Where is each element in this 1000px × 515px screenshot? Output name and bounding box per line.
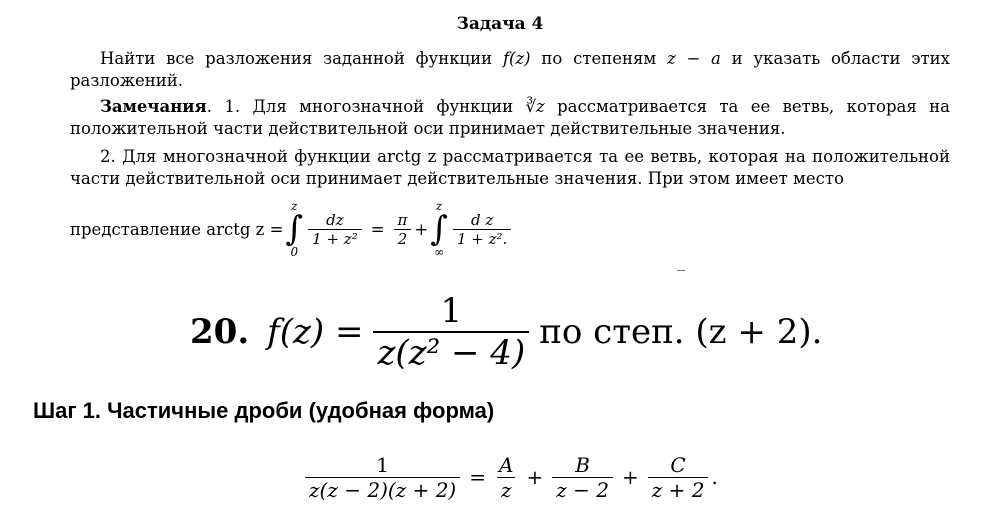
integrand-num: d z [470, 210, 494, 229]
equals-sign: = [370, 219, 385, 239]
period: . [711, 465, 718, 489]
pf-c-den: z + 2 [648, 477, 709, 502]
problem-num: 1 [440, 291, 463, 331]
pf-b-den: z − 2 [552, 477, 613, 502]
pf-lhs-den: z(z − 2)(z + 2) [305, 477, 460, 502]
pf-term-b [552, 453, 613, 502]
remark-text: рассматривается та ее ветвь, которая на положительной части действительной оси принимает действительные значения. При этом имеет место [70, 147, 950, 188]
pf-c-num: C [670, 452, 686, 477]
pf-lhs [305, 453, 460, 502]
repr-lhs: arctg z = [206, 219, 284, 239]
problem-number: 20. [190, 312, 250, 352]
remark-1 [70, 96, 950, 140]
function-name: f(z) [502, 49, 531, 68]
cube-root-func: ∛z [525, 97, 545, 116]
integral-upper-limit: z [435, 199, 443, 213]
integral-1 [285, 200, 303, 258]
task-statement [70, 48, 950, 92]
integral-lower-limit: 0 [290, 245, 299, 259]
task-title: Задача 4 [456, 14, 544, 34]
integral-2 [430, 200, 448, 258]
step-1-heading: Шаг 1. Частичные дроби (удобная форма) [33, 398, 495, 423]
stray-mark [677, 270, 685, 271]
plus-sign: + [621, 465, 639, 489]
integrand-den: 1 + z². [453, 229, 511, 248]
remark-text: рассматривается та ее ветвь, которая на положительной части действительной оси принимает действительные значения. [70, 97, 951, 138]
problem-den: z(z² − 4) [373, 331, 529, 373]
integral-upper-limit: z [291, 199, 298, 213]
remark-text: . 1. Для многозначной функции [206, 97, 514, 116]
statement-text: и указать области этих разложений. [70, 49, 950, 90]
pf-a-num: A [498, 452, 514, 477]
pf-term-c [648, 453, 709, 502]
pf-lhs-num: 1 [376, 452, 389, 477]
integrand-den: 1 + z² [308, 229, 362, 248]
remarks-label: Замечания [100, 97, 207, 116]
problem-lhs: f(z) = [267, 312, 364, 352]
pi-num: π [397, 210, 408, 229]
integrand-2 [453, 211, 511, 248]
arctg-func: arctg z [377, 147, 437, 166]
arctg-representation [70, 196, 514, 262]
problem-tail: по степ. (z + 2). [539, 312, 823, 352]
problem-fraction [373, 291, 529, 373]
plus-sign: + [414, 219, 429, 239]
integrand-1 [308, 211, 362, 248]
integral-sign-icon: ∫ [285, 209, 304, 249]
plus-sign: + [526, 465, 544, 489]
pi-half [394, 211, 412, 248]
pf-term-a [495, 453, 517, 502]
problem-20 [190, 290, 822, 374]
expansion-center: z − a [667, 49, 721, 68]
integral-lower-limit: ∞ [434, 245, 445, 259]
statement-text: Найти все разложения заданной функции [100, 49, 493, 68]
integrand-num: dz [326, 210, 344, 229]
equals-sign: = [469, 465, 486, 489]
remark-text: 2. Для многозначной функции [100, 147, 371, 166]
partial-fractions [302, 444, 718, 510]
integral-sign-icon: ∫ [430, 209, 448, 249]
pi-den: 2 [394, 229, 412, 248]
statement-text: по степеням [541, 49, 657, 68]
pf-b-num: B [575, 452, 590, 477]
remark-2 [70, 146, 950, 190]
pf-a-den: z [497, 477, 516, 502]
repr-label: представление [70, 219, 201, 239]
